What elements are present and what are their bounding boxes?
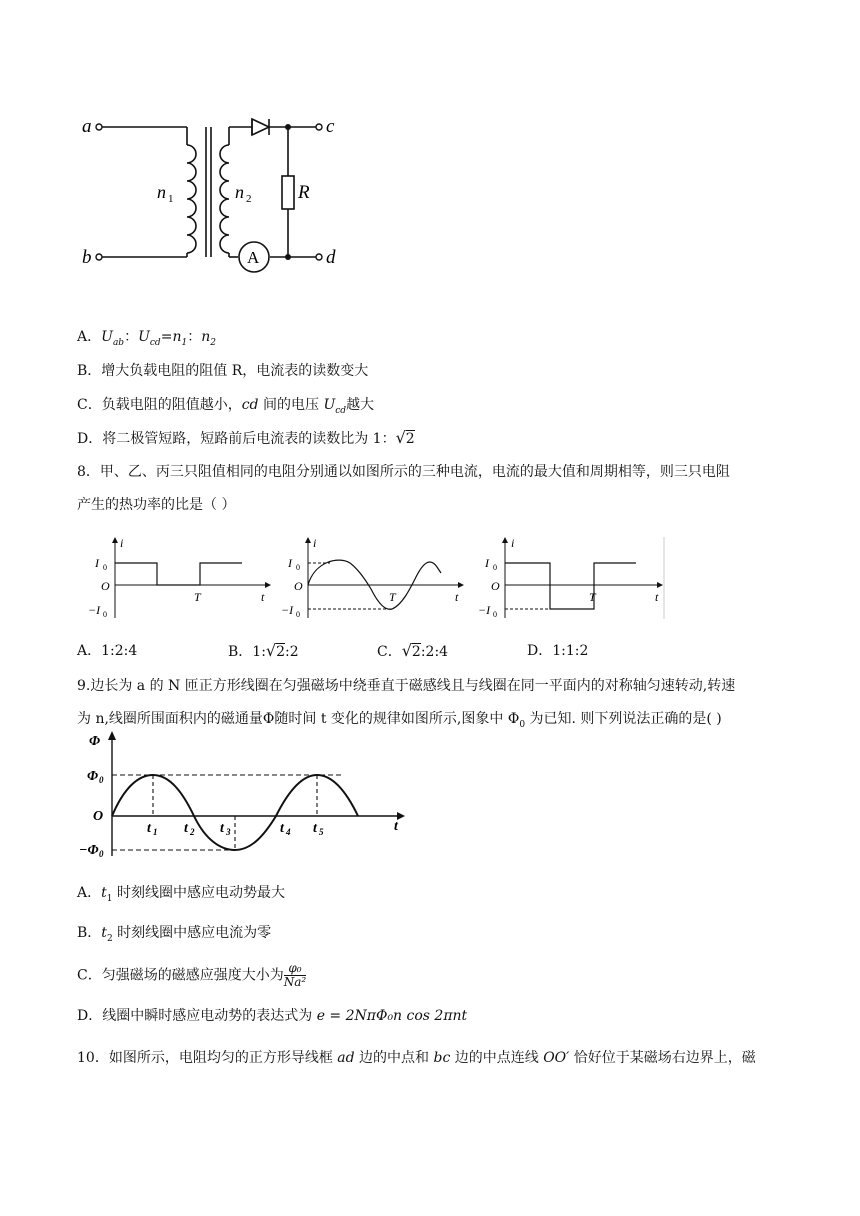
resistor-label: R (298, 182, 310, 203)
svg-text:t: t (184, 821, 188, 836)
svg-text:−I: −I (88, 603, 101, 617)
q9-stem-line2: 为 n,线圈所围面积内的磁通量Φ随时间 t 变化的规律如图所示,图象中 $\Phi_0$ 为已知. 则下列说法正确的是( ) (77, 711, 722, 730)
svg-text:I: I (288, 556, 292, 570)
svg-text:4: 4 (286, 827, 291, 837)
q10-stem-line1: 10．如图所示，电阻均匀的正方形导线框 ad 边的中点和 bc 边的中点连线 OO′ 恰好位于某磁场右边界上，磁 (77, 1050, 756, 1066)
svg-text:0: 0 (296, 610, 300, 619)
q7-option-c: C．负载电阻的阻值越小，cd 间的电压 $U_{cd}$越大 (77, 397, 375, 416)
svg-text:T: T (194, 590, 201, 604)
svg-text:T: T (589, 590, 596, 604)
terminal-a-label: a (82, 116, 92, 137)
svg-text:Φ: Φ (89, 734, 101, 749)
q9-flux-graph (75, 728, 415, 858)
q8-graph-square-half (88, 536, 271, 619)
svg-text:0: 0 (493, 610, 497, 619)
terminal-b-label: b (82, 247, 92, 268)
q8-current-graphs (75, 533, 675, 623)
svg-text:i: i (313, 536, 317, 550)
svg-text:0: 0 (99, 849, 104, 858)
q9-option-a: A．$t_1$ 时刻线圈中感应电动势最大 (77, 885, 285, 904)
svg-text:O: O (294, 579, 303, 593)
svg-text:t: t (220, 821, 224, 836)
svg-text:t: t (655, 590, 659, 604)
transformer-circuit-diagram (70, 100, 350, 290)
svg-text:−I: −I (478, 603, 491, 617)
primary-turns-label: n (157, 182, 166, 202)
q9-stem-line1: 9.边长为 a 的 N 匝正方形线圈在匀强磁场中绕垂直于磁感线且与线圈在同一平面内的对称轴匀速转动,转速 (77, 678, 736, 694)
svg-text:1: 1 (153, 827, 158, 837)
svg-text:t: t (261, 590, 265, 604)
svg-text:t: t (455, 590, 459, 604)
primary-turns-sub: 1 (168, 193, 174, 205)
svg-text:t: t (313, 821, 317, 836)
svg-text:−I: −I (281, 603, 294, 617)
svg-text:5: 5 (319, 827, 324, 837)
svg-text:0: 0 (99, 775, 104, 785)
q8-graph-sine (281, 536, 464, 619)
svg-text:−Φ: −Φ (79, 843, 99, 858)
svg-text:t: t (147, 821, 151, 836)
ammeter-label: A (247, 248, 260, 267)
secondary-turns-label: n (235, 182, 244, 202)
svg-text:0: 0 (493, 563, 497, 572)
svg-text:O: O (101, 579, 110, 593)
secondary-turns-sub: 2 (246, 193, 252, 205)
terminal-d-label: d (326, 247, 336, 268)
svg-text:i: i (511, 536, 515, 550)
svg-text:I: I (95, 556, 99, 570)
q8-stem-line1: 8．甲、乙、丙三只阻值相同的电阻分别通以如图所示的三种电流，电流的最大值和周期相等，则三只电阻 (77, 464, 730, 480)
svg-text:3: 3 (226, 827, 231, 837)
terminal-c-label: c (326, 116, 335, 137)
svg-text:O: O (491, 579, 500, 593)
svg-text:2: 2 (190, 827, 195, 837)
svg-text:Φ: Φ (87, 769, 99, 784)
svg-text:t: t (394, 819, 398, 834)
q8-stem-line2: 产生的热功率的比是（ ） (77, 497, 236, 513)
q9-option-c-fraction: $\frac{\text{φ₀}}{\text{Na²}}$ (283, 961, 307, 989)
q7-option-d: D．将二极管短路，短路前后电流表的读数比为 1：√2 (77, 428, 415, 447)
svg-text:i: i (120, 536, 124, 550)
q8-option-d: D．1:1:2 (527, 643, 589, 659)
q9-option-b: B．$t_2$ 时刻线圈中感应电流为零 (77, 925, 272, 944)
q9-option-d: D．线圈中瞬时感应电动势的表达式为 e = 2NπΦ₀n cos 2πnt (77, 1008, 468, 1024)
q8-graph-square-full (478, 536, 664, 619)
svg-text:O: O (93, 809, 104, 824)
svg-text:0: 0 (103, 610, 107, 619)
q7-option-a: A．$U_{ab}$：$U_{cd}=n_1$：$n_2$ (77, 329, 216, 348)
q7-option-b: B．增大负载电阻的阻值 R，电流表的读数变大 (77, 363, 369, 379)
q8-option-c: C．√2:2:4 (377, 641, 449, 660)
q9-option-c: C．匀强磁场的磁感应强度大小为 $\frac{\text{φ₀}}{\text{Na²}}$ (77, 961, 307, 989)
svg-text:0: 0 (103, 563, 107, 572)
svg-text:T: T (389, 590, 396, 604)
q8-option-a: A．1:2:4 (77, 643, 138, 659)
svg-text:t: t (280, 821, 284, 836)
svg-text:0: 0 (296, 563, 300, 572)
q8-option-b: B．1:√2:2 (228, 641, 299, 660)
svg-text:I: I (485, 556, 489, 570)
